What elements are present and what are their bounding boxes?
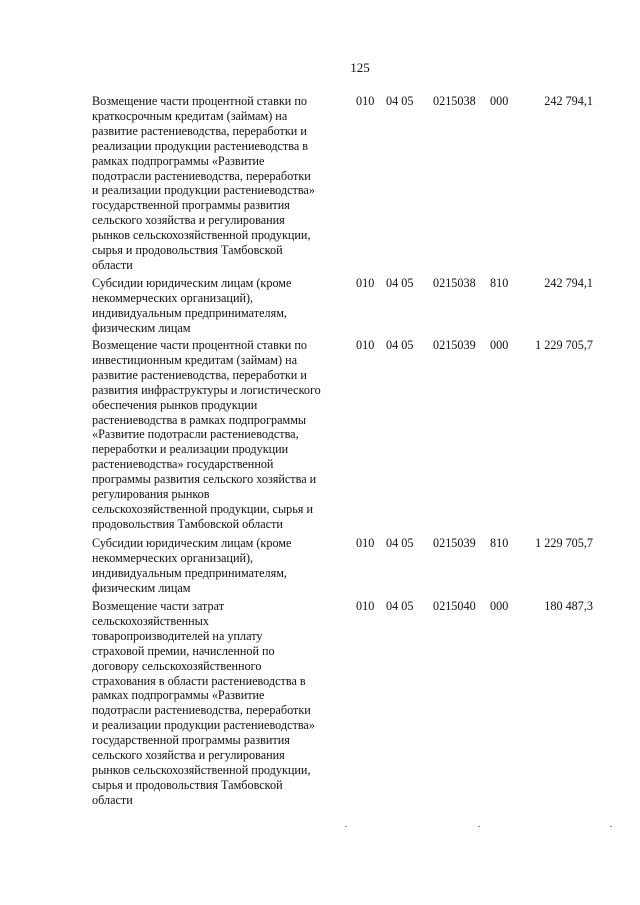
expense-type-code: 810 [490, 276, 509, 290]
ministry-code: 010 [356, 94, 375, 108]
target-article-code: 0215039 [433, 338, 476, 352]
description-line: Возмещение части процентной ставки по [92, 94, 307, 108]
description-line: договору сельскохозяйственного [92, 658, 262, 673]
description-line: области [92, 792, 133, 807]
description-line: индивидуальным предпринимателям, [92, 565, 287, 580]
expense-type-code: 810 [490, 536, 509, 550]
description-line: и реализации продукции растениеводства» [92, 718, 315, 733]
description-line: «Развитие подотрасли растениеводства, [92, 427, 299, 442]
section-code: 04 05 [386, 338, 414, 352]
description-line: физическим лицам [92, 580, 191, 595]
section-code: 04 05 [386, 599, 414, 613]
amount: 1 229 705,7 [535, 536, 593, 550]
description-line: инвестиционным кредитам (займам) на [92, 352, 298, 367]
description-line: краткосрочным кредитам (займам) на [92, 108, 288, 123]
expense-type-code: 000 [490, 94, 509, 108]
description-line: Возмещение части затрат [92, 599, 225, 613]
description-line: области [92, 257, 133, 272]
expense-type-code: 000 [490, 338, 509, 352]
description-line: физическим лицам [92, 320, 191, 335]
target-article-code: 0215038 [433, 276, 476, 290]
description-line: сельскохозяйственной продукции, сырья и [92, 501, 313, 516]
scan-speck [478, 826, 480, 827]
description-line: подотрасли растениеводства, переработки [92, 168, 311, 183]
description-line: страховой премии, начисленной по [92, 643, 275, 658]
description-line: некоммерческих организаций), [92, 550, 254, 565]
description-line: развитие растениеводства, переработки и [92, 367, 307, 382]
page-number: 125 [350, 60, 370, 75]
ministry-code: 010 [356, 536, 375, 550]
ministry-code: 010 [356, 276, 375, 290]
description-line: регулирования рынков [92, 487, 210, 502]
description-line: сельского хозяйства и регулирования [92, 213, 285, 228]
description-line: сельского хозяйства и регулирования [92, 748, 285, 763]
description-line: товаропроизводителей на уплату [92, 628, 263, 643]
expense-type-code: 000 [490, 599, 509, 613]
description-line: индивидуальным предпринимателям, [92, 305, 287, 320]
amount: 242 794,1 [544, 94, 593, 108]
description-line: Субсидии юридическим лицам (кроме [92, 536, 292, 550]
amount: 242 794,1 [544, 276, 593, 290]
section-code: 04 05 [386, 94, 414, 108]
description-line: сельскохозяйственных [92, 613, 209, 628]
target-article-code: 0215039 [433, 536, 476, 550]
row-description [92, 536, 344, 596]
amount: 180 487,3 [544, 599, 593, 613]
row-description [92, 338, 344, 532]
description-line: государственной программы развития [92, 198, 290, 213]
row-description [92, 94, 344, 273]
ministry-code: 010 [356, 338, 375, 352]
description-line: растениеводства» государственной [92, 457, 274, 472]
description-line: сырья и продовольствия Тамбовской [92, 243, 283, 258]
description-line: и реализации продукции растениеводства» [92, 183, 315, 198]
section-code: 04 05 [386, 536, 414, 550]
description-line: программы развития сельского хозяйства и [92, 472, 317, 487]
description-line: продовольствия Тамбовской области [92, 516, 283, 531]
ministry-code: 010 [356, 599, 375, 613]
description-line: развитие растениеводства, переработки и [92, 123, 307, 138]
description-line: обеспечения рынков продукции [92, 397, 258, 412]
target-article-code: 0215038 [433, 94, 476, 108]
description-line: рынков сельскохозяйственной продукции, [92, 228, 311, 243]
description-line: страхования в области растениеводства в [92, 673, 306, 688]
description-line: подотрасли растениеводства, переработки [92, 703, 311, 718]
amount: 1 229 705,7 [535, 338, 593, 352]
description-line: сырья и продовольствия Тамбовской [92, 777, 283, 792]
description-line: растениеводства в рамках подпрограммы [92, 412, 307, 427]
description-line: государственной программы развития [92, 733, 290, 748]
description-line: рамках подпрограммы «Развитие [92, 688, 265, 703]
scan-speck [610, 826, 612, 827]
description-line: переработки и реализации продукции [92, 442, 289, 457]
description-line: Субсидии юридическим лицам (кроме [92, 276, 292, 290]
section-code: 04 05 [386, 276, 414, 290]
description-line: реализации продукции растениеводства в [92, 138, 309, 153]
description-line: рамках подпрограммы «Развитие [92, 153, 265, 168]
description-line: развития инфраструктуры и логистического [92, 382, 321, 397]
row-description [92, 276, 344, 336]
description-line: рынков сельскохозяйственной продукции, [92, 762, 311, 777]
row-description [92, 599, 344, 808]
scan-speck [345, 826, 347, 827]
description-line: Возмещение части процентной ставки по [92, 338, 307, 352]
target-article-code: 0215040 [433, 599, 476, 613]
description-line: некоммерческих организаций), [92, 290, 254, 305]
